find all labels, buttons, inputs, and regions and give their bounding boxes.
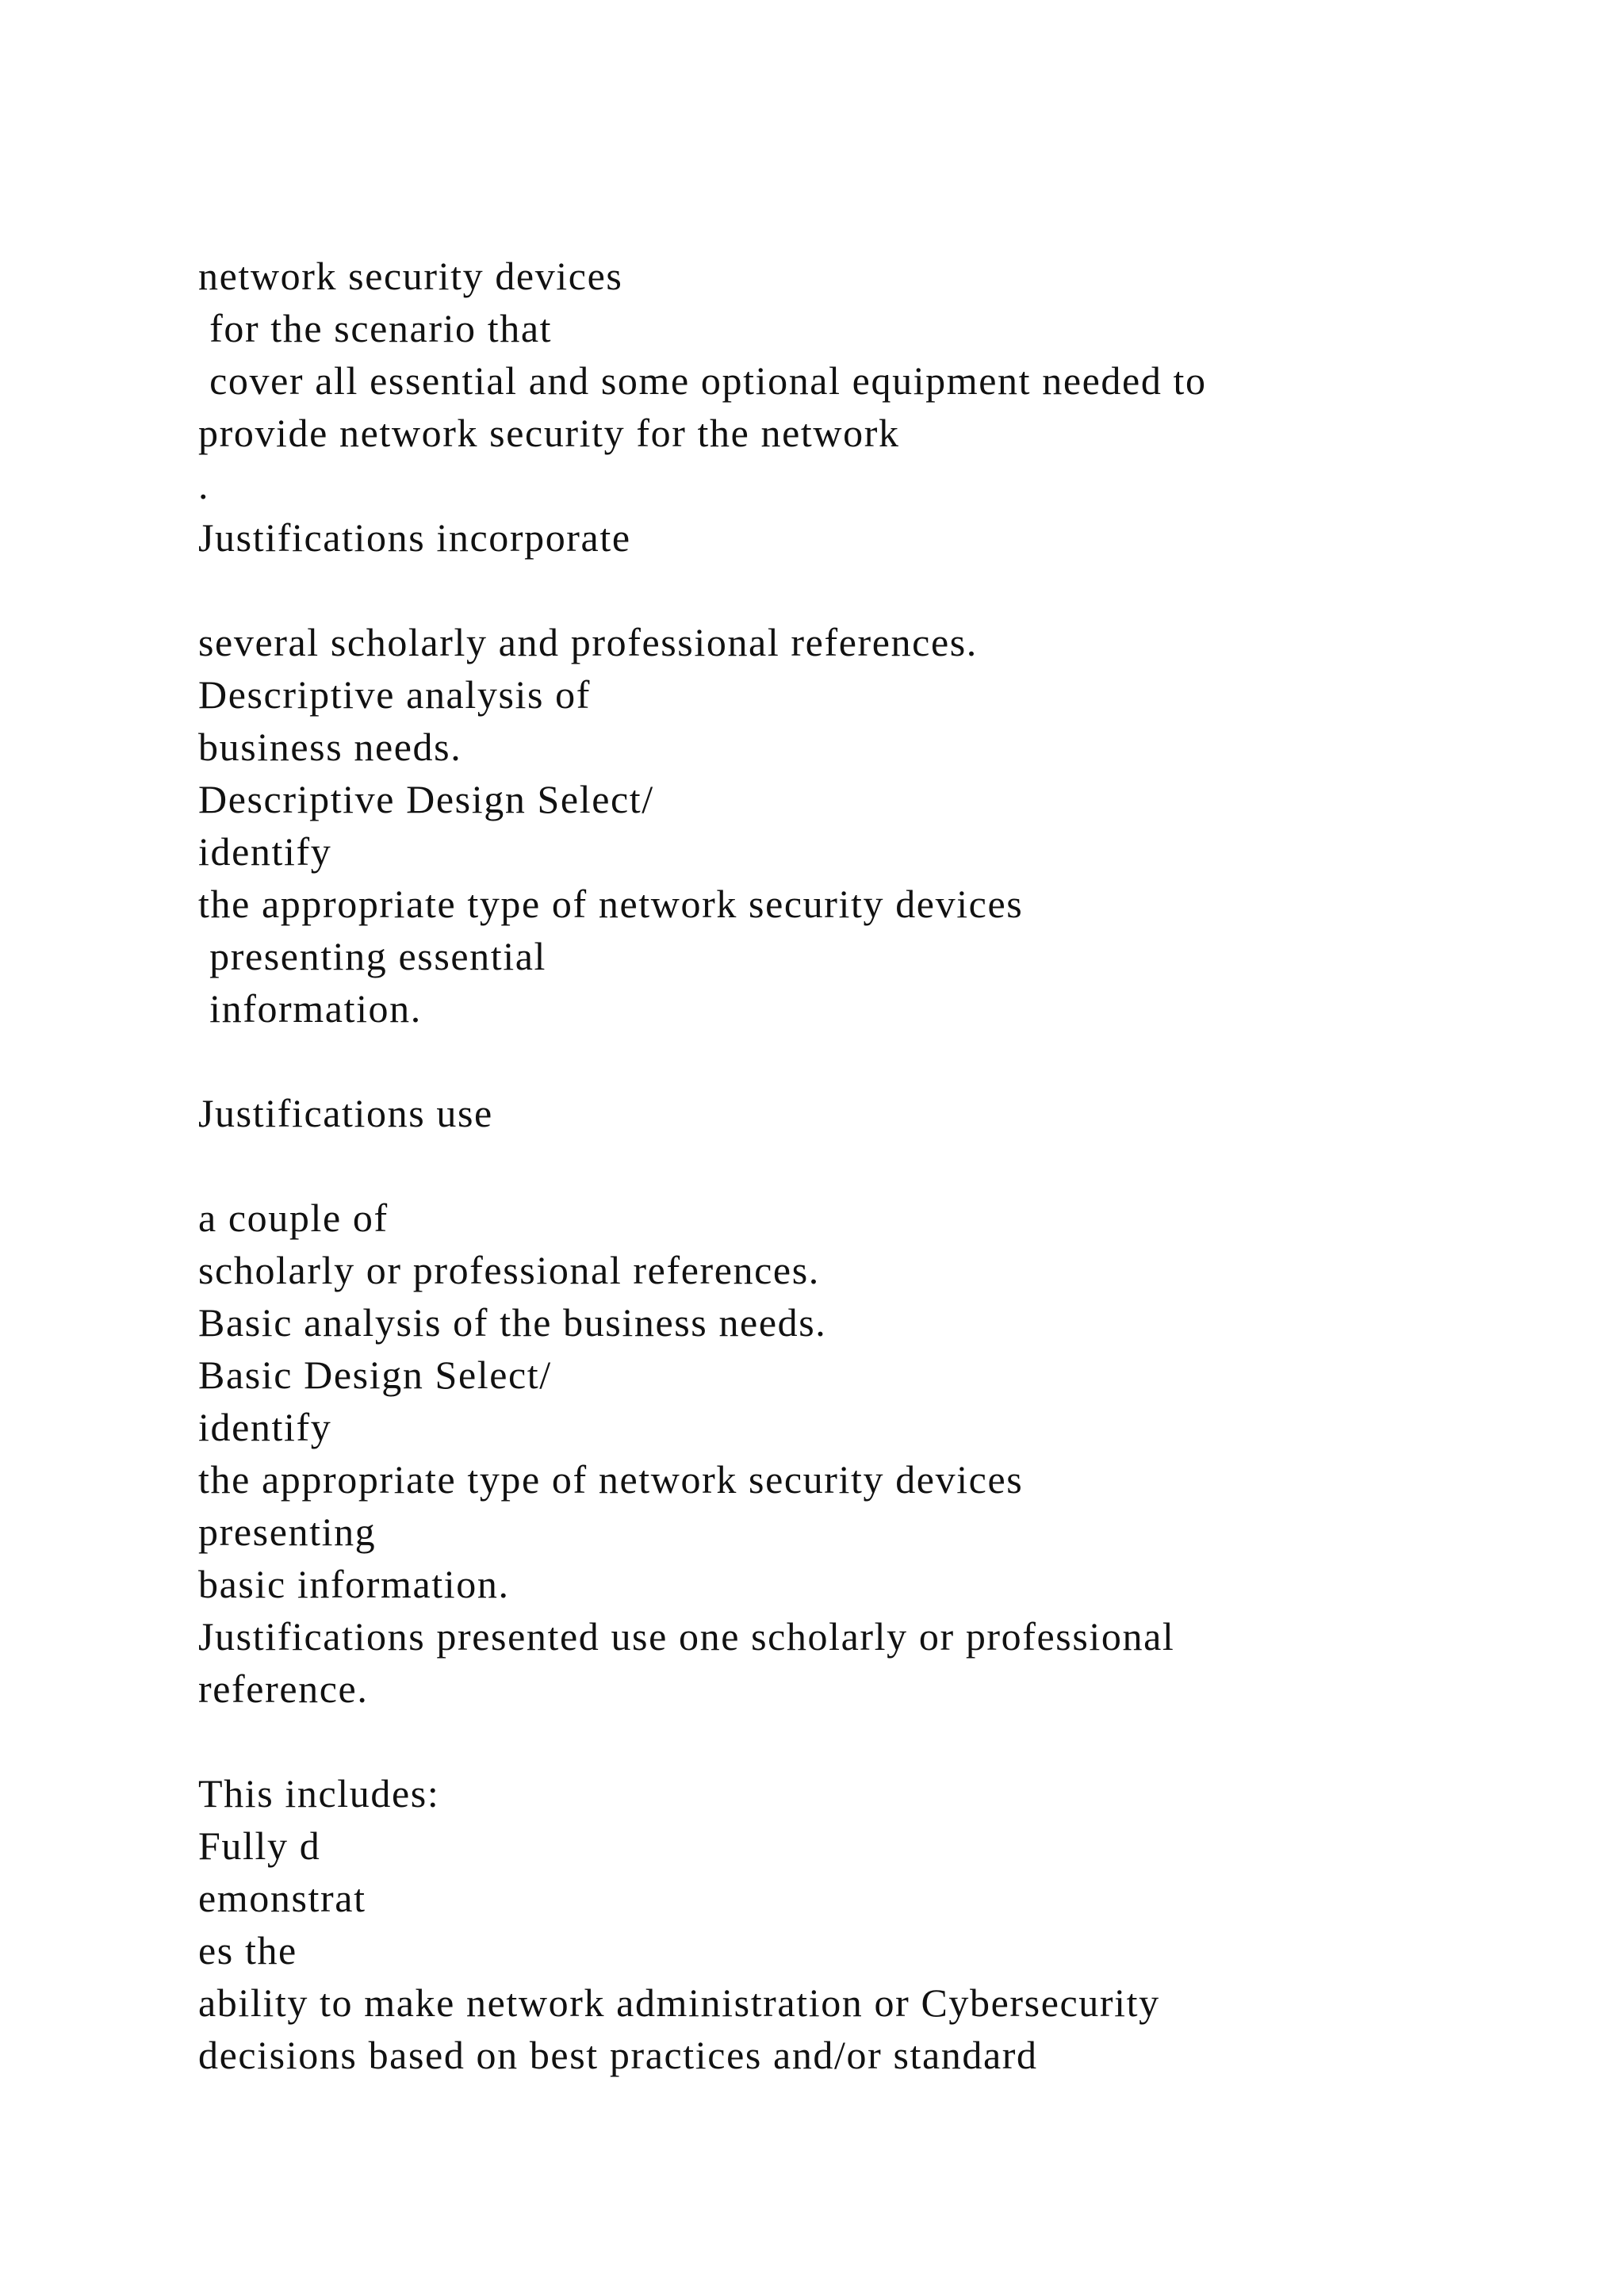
text-line: the appropriate type of network security devices [198, 882, 1024, 926]
text-line: information. [198, 986, 422, 1031]
text-line: provide network security for the network [198, 411, 900, 455]
text-line: ability to make network administration or Cybersecurity [198, 1980, 1160, 2025]
text-line: es the [198, 1928, 297, 1973]
text-line: basic information. [198, 1562, 510, 1606]
text-line: Justifications incorporate [198, 515, 631, 560]
text-line: presenting essential [198, 934, 547, 978]
text-line: the appropriate type of network security devices [198, 1457, 1024, 1502]
text-line: . [198, 463, 210, 507]
text-line: identify [198, 829, 332, 874]
text-line: business needs. [198, 725, 462, 769]
text-line: scholarly or professional references. [198, 1248, 820, 1292]
text-line: for the scenario that [198, 306, 553, 350]
text-line: a couple of [198, 1196, 389, 1240]
text-line: identify [198, 1405, 332, 1449]
blank-line [198, 1715, 1546, 1767]
text-line: cover all essential and some optional equipment needed to [198, 358, 1207, 403]
blank-line [198, 564, 1546, 616]
text-line: Justifications use [198, 1091, 493, 1135]
blank-line [198, 1139, 1546, 1192]
text-line: Basic Design Select/ [198, 1353, 552, 1397]
text-line: This includes: [198, 1771, 440, 1816]
text-line: Basic analysis of the business needs. [198, 1300, 827, 1345]
blank-line [198, 1035, 1546, 1087]
text-line: several scholarly and professional references. [198, 620, 978, 664]
document-body [198, 250, 1546, 2081]
text-line: Descriptive analysis of [198, 672, 592, 717]
text-line: Fully d [198, 1823, 321, 1868]
text-line: reference. [198, 1667, 369, 1711]
text-line: presenting [198, 1510, 377, 1554]
text-line: Descriptive Design Select/ [198, 777, 654, 821]
text-line: Justifications presented use one scholarly or professional [198, 1614, 1175, 1659]
text-line: emonstrat [198, 1876, 366, 1920]
text-line: decisions based on best practices and/or standard [198, 2033, 1038, 2077]
text-line: network security devices [198, 254, 623, 298]
